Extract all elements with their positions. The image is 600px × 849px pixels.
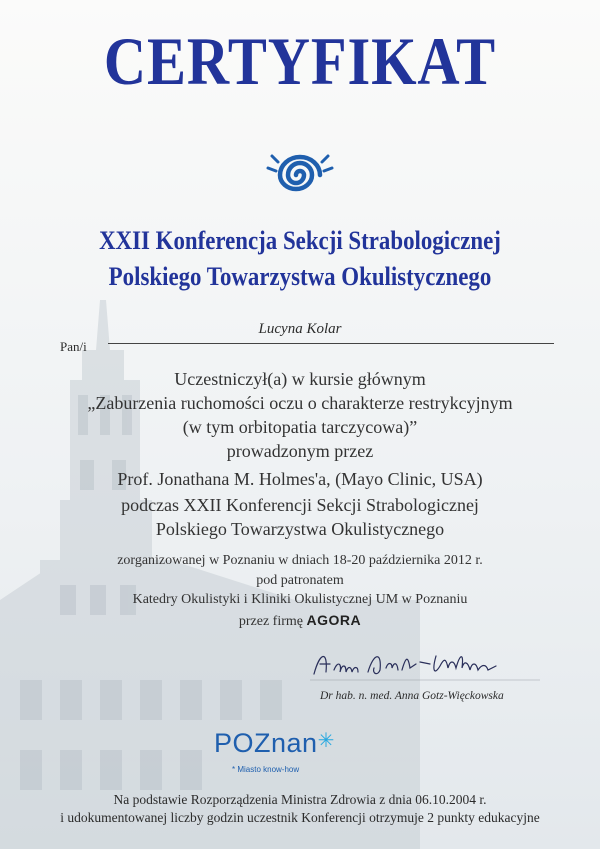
body-line-1: Uczestniczył(a) w kursie głównym xyxy=(174,369,426,389)
body-line-2: „Zaburzenia ruchomości oczu o charakterze restrykcyjnym xyxy=(87,393,513,413)
company-prefix: przez firmę xyxy=(238,614,303,629)
certificate-title: CERTYFIKAT xyxy=(103,23,497,99)
organized-line: zorganizowanej w Poznaniu w dniach 18-20 października 2012 r. xyxy=(117,553,483,568)
body-line-3: (w tym orbitopatia tarczycowa)” xyxy=(182,417,418,437)
body-line-4: prowadzonym przez xyxy=(226,441,374,461)
conference-name-line-2: Polskiego Towarzystwa Okulistycznego xyxy=(108,262,492,291)
participant-name: Lucyna Kolar xyxy=(258,321,342,337)
poznan-logo-text: POZnan xyxy=(214,728,318,758)
body-line-6: podczas XXII Konferencji Sekcji Strabologicznej xyxy=(121,495,479,515)
body-line-5: Prof. Jonathana M. Holmes'a, (Mayo Clinic, USA) xyxy=(117,469,483,489)
patronage-label: pod patronatem xyxy=(256,573,344,588)
company-line xyxy=(0,612,600,630)
agora-logo: AGORA xyxy=(306,612,362,628)
footer-line-2: i udokumentowanej liczby godzin uczestnik Konferencji otrzymuje 2 punkty edukacyjne xyxy=(60,810,540,825)
patron-line: Katedry Okulistyki i Kliniki Okulistycznej UM w Poznaniu xyxy=(132,592,468,607)
footer-line-1: Na podstawie Rozporządzenia Ministra Zdrowia z dnia 06.10.2004 r. xyxy=(113,792,487,807)
participant-prefix: Pan/i xyxy=(60,339,87,354)
poznan-tagline: * Miasto know-how xyxy=(232,765,300,774)
signer-title-name: Dr hab. n. med. Anna Gotz-Więckowska xyxy=(320,690,504,702)
name-underline xyxy=(108,343,554,344)
eye-spiral-logo-icon xyxy=(264,144,336,206)
body-line-7: Polskiego Towarzystwa Okulistycznego xyxy=(155,519,445,539)
handwritten-signature xyxy=(310,646,540,682)
poznan-star-icon: ✳ xyxy=(317,730,335,752)
poznan-city-logo xyxy=(214,728,386,768)
conference-name-line-1: XXII Konferencja Sekcji Strabologicznej xyxy=(99,226,501,255)
